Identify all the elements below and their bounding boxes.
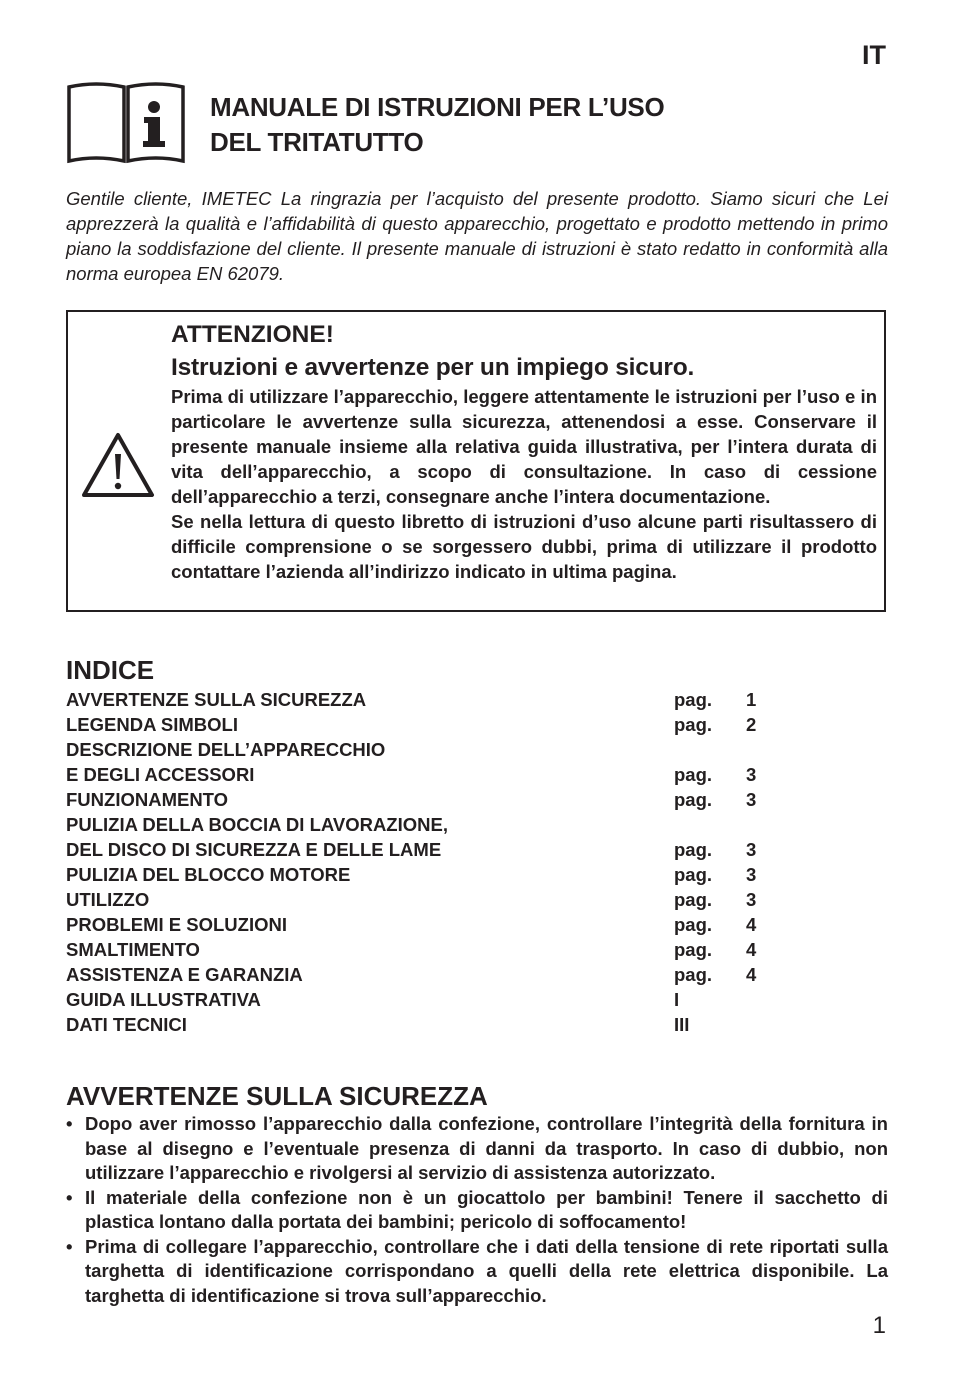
toc-entry-label: PROBLEMI E SOLUZIONI	[66, 913, 287, 935]
toc-entry-page-prefix: pag.	[674, 688, 713, 710]
warning-box	[66, 310, 886, 612]
toc-entry-page-number: 3	[746, 838, 757, 860]
warning-heading: ATTENZIONE!	[171, 321, 334, 348]
toc-entry-page-prefix: III	[674, 1013, 690, 1035]
toc-row	[66, 937, 766, 962]
bullet-symbol: •	[66, 1235, 73, 1257]
index-heading: INDICE	[66, 655, 155, 685]
toc-entry-label: UTILIZZO	[66, 888, 150, 910]
warning-subheading: Istruzioni e avvertenze per un impiego sicuro.	[171, 354, 695, 381]
toc-row	[66, 787, 766, 812]
toc-row	[66, 912, 766, 937]
toc-entry-label: FUNZIONAMENTO	[66, 788, 229, 810]
toc-entry-page-number: 4	[746, 963, 757, 985]
title-line-1: MANUALE DI ISTRUZIONI PER L’USO	[210, 92, 665, 122]
toc-entry-page-number: 3	[746, 763, 757, 785]
toc-entry-page-number: 3	[746, 863, 757, 885]
toc-entry-page-number: 3	[746, 788, 757, 810]
toc-row	[66, 1012, 766, 1037]
bullet-symbol: •	[66, 1113, 73, 1134]
toc-entry-page-number: 3	[746, 888, 757, 910]
toc-entry-page-prefix: pag.	[674, 863, 713, 885]
safety-item	[66, 1235, 888, 1309]
intro-paragraph: Gentile cliente, IMETEC La ringrazia per l’acquisto del presente prodotto. Siamo sicuri che Lei apprezzerà la qualità e l’affidabilità di questo apparecchio, progettato e prodotto mettendo in primo piano la soddisfazione del cliente. Il presente manuale di istruzioni è stato redatto in conformità alla norma europea EN 62079.	[66, 188, 888, 284]
safety-item	[66, 1186, 888, 1235]
warning-text	[171, 318, 877, 584]
bullet-symbol: •	[66, 1186, 73, 1208]
info-manual-icon	[66, 81, 186, 167]
toc-row	[66, 812, 766, 837]
toc-entry-page-prefix: I	[674, 988, 680, 1010]
safety-list	[66, 1112, 888, 1308]
toc-entry-label: LEGENDA SIMBOLI	[66, 713, 238, 735]
toc-entry-page-number: 4	[746, 938, 757, 960]
toc-row	[66, 887, 766, 912]
toc-entry-page-number: 2	[746, 713, 757, 735]
toc-row	[66, 712, 766, 737]
language-code: IT	[862, 40, 886, 70]
document-title	[210, 90, 664, 160]
toc-entry-label: PULIZIA DELLA BOCCIA DI LAVORAZIONE,	[66, 813, 448, 835]
safety-item-text: Dopo aver rimosso l’apparecchio dalla confezione, controllare l’integrità della fornitura in base al disegno e l’eventuale presenza di danni da trasporto. In caso di dubbio, non utilizzare l’apparecchio e rivolgersi al servizio di assistenza autorizzato.	[85, 1113, 888, 1183]
safety-heading: AVVERTENZE SULLA SICUREZZA	[66, 1081, 488, 1111]
toc-entry-label: AVVERTENZE SULLA SICUREZZA	[66, 688, 367, 710]
toc-entry-page-prefix: pag.	[674, 713, 713, 735]
toc-entry-label: PULIZIA DEL BLOCCO MOTORE	[66, 863, 351, 885]
page-number: 1	[872, 1312, 886, 1339]
toc-row	[66, 837, 766, 862]
toc-entry-page-prefix: pag.	[674, 963, 713, 985]
toc-row	[66, 737, 766, 762]
toc-entry-page-prefix: pag.	[674, 838, 713, 860]
toc-entry-label: DESCRIZIONE DELL’APPARECCHIO	[66, 738, 386, 760]
toc-entry-page-prefix: pag.	[674, 938, 713, 960]
toc-entry-label: ASSISTENZA E GARANZIA	[66, 963, 303, 985]
warning-paragraph-2: Se nella lettura di questo libretto di istruzioni d’uso alcune parti risultassero di difficile comprensione o se sorgessero dubbi, prima di utilizzare il prodotto contattare l’azienda all’indirizzo indicato in ultima pagina.	[171, 511, 877, 582]
toc-entry-page-prefix: pag.	[674, 913, 713, 935]
toc-entry-page-number: 1	[746, 688, 757, 710]
toc-entry-label: DEL DISCO DI SICUREZZA E DELLE LAME	[66, 838, 442, 860]
toc-row	[66, 862, 766, 887]
toc-entry-label: DATI TECNICI	[66, 1013, 187, 1035]
warning-paragraph-1: Prima di utilizzare l’apparecchio, leggere attentamente le istruzioni per l’uso e in particolare le avvertenze sulla sicurezza, attenendosi a esse. Conservare il presente manuale insieme alla relativa guida illustrativa, per l’intera durata di vita dell’apparecchio, a scopo di consultazione. In caso di cessione dell’apparecchio a terzi, consegnare anche l’intera documentazione.	[171, 386, 877, 507]
warning-triangle-icon	[80, 430, 156, 500]
toc-entry-page-prefix: pag.	[674, 788, 713, 810]
toc-entry-label: E DEGLI ACCESSORI	[66, 763, 255, 785]
safety-item-text: Il materiale della confezione non è un giocattolo per bambini! Tenere il sacchetto di plastica lontano dalla portata dei bambini; pericolo di soffocamento!	[85, 1186, 888, 1232]
toc-row	[66, 762, 766, 787]
toc-entry-page-number: 4	[746, 913, 757, 935]
toc-row	[66, 962, 766, 987]
toc-entry-page-prefix: pag.	[674, 763, 713, 785]
toc-row	[66, 687, 766, 712]
safety-item-text: Prima di collegare l’apparecchio, controllare che i dati della tensione di rete riportati sulla targhetta di identificazione corrispondano a quelli della rete elettrica disponibile. La targhetta di identificazione si trova sull’apparecchio.	[85, 1235, 888, 1306]
toc-entry-label: SMALTIMENTO	[66, 938, 200, 960]
toc-row	[66, 987, 766, 1012]
table-of-contents	[66, 687, 766, 1037]
title-line-2: DEL TRITATUTTO	[210, 127, 424, 157]
toc-entry-page-prefix: pag.	[674, 888, 713, 910]
toc-entry-label: GUIDA ILLUSTRATIVA	[66, 988, 261, 1010]
safety-item	[66, 1112, 888, 1186]
